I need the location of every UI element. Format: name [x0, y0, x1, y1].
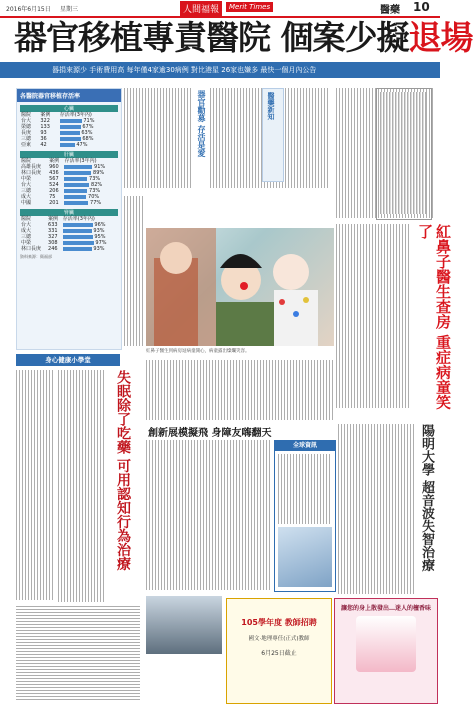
- rate-bar: [60, 143, 75, 147]
- table-row: 台大 524 82%: [21, 182, 103, 188]
- article-organ-side: [124, 196, 144, 346]
- school-ad-date: 6月25日截止: [261, 650, 297, 657]
- table-row: 台大 322 71%: [21, 118, 95, 124]
- table-row: 長庚 93 63%: [21, 130, 93, 136]
- headline-insomnia: 失眠除了吃藥 可用認知行為治療: [115, 370, 131, 571]
- table-row: 三總 327 95%: [21, 234, 106, 240]
- heart-label: 心臟: [20, 105, 118, 112]
- rate-bar: [64, 165, 92, 169]
- photo-caption: 紅鼻子醫生到病房逗病童開心，病童露出燦爛笑容。: [146, 349, 250, 354]
- table-row: 高雄長庚 960 91%: [21, 164, 106, 170]
- rate-bar: [64, 183, 89, 187]
- global-info-title: 全球資訊: [275, 441, 335, 451]
- school-ad-sub: 國文‧地理專任(正式)教師: [248, 636, 310, 642]
- table-row: 三總 206 73%: [21, 188, 101, 194]
- rate-bar: [63, 229, 92, 233]
- masthead: [0, 0, 440, 18]
- column-title-med: 醫藥新知: [267, 92, 276, 120]
- subheadline: 器捐來源少 手術費用高 每年僅4家逾30病例 對比港星 26家也嫌多 最快一個月內公告: [52, 66, 317, 74]
- article-clown-text: [336, 224, 410, 408]
- liver-table: 醫院 案例 存活率(3年內) 高雄長庚 960 91% 林口長庚 436 89% 中榮 567 73% 台大 524 82% 三總 206 73% 成大 75 70% 中國 201 77%: [20, 158, 118, 206]
- headline-main: 器官移植專責醫院 個案少擬: [14, 18, 409, 57]
- table-row: 中榮 308 97%: [21, 240, 107, 246]
- table-row: 三總 36 68%: [21, 136, 94, 142]
- page-number: 10: [413, 0, 430, 14]
- rate-bar: [63, 241, 94, 245]
- table-row: 林口長庚 246 93%: [21, 246, 105, 252]
- headline: [14, 18, 473, 58]
- insomnia-text: [58, 370, 104, 602]
- rate-bar: [64, 201, 88, 205]
- issue-date: 2016年6月15日: [6, 6, 51, 13]
- rate-bar: [63, 247, 92, 251]
- school-ad-title: 105學年度 教師招聘: [241, 618, 317, 627]
- headline-clown-doctor: 紅鼻子醫生查房 重症病童笑了: [416, 224, 452, 410]
- product-ad[interactable]: [334, 598, 438, 704]
- rate-bar: [64, 195, 86, 199]
- table-row: 台大 633 96%: [21, 222, 106, 228]
- heart-section: [20, 105, 118, 148]
- clown-visit-illustration: [146, 228, 334, 346]
- table-row: 成大 331 93%: [21, 228, 105, 234]
- heart-col-hospital: 醫院: [21, 112, 32, 118]
- product-ad-image: [356, 616, 416, 672]
- table-row: 中國 201 77%: [21, 200, 102, 206]
- article-bottom-body: [146, 440, 272, 590]
- rate-bar: [60, 125, 81, 129]
- liver-label: 肝臟: [20, 151, 118, 158]
- product-ad-text: 讓您的身上散發出…迷人的檀香味: [340, 605, 431, 612]
- liver-section: [20, 151, 118, 206]
- rate-bar: [64, 189, 87, 193]
- rate-bar: [60, 119, 82, 123]
- editor-box-text: [380, 92, 426, 214]
- rate-bar: [60, 131, 80, 135]
- global-info-text: [278, 454, 332, 524]
- table-row: 亞東 42 47%: [21, 142, 88, 148]
- global-info-box: [274, 440, 336, 592]
- sidebar-text: [16, 370, 54, 600]
- rate-bar: [60, 137, 81, 141]
- school-ad[interactable]: [226, 598, 332, 704]
- main-photo: [146, 228, 334, 346]
- heart-table: [20, 112, 118, 148]
- rate-bar: [64, 177, 87, 181]
- table-row: 成大 75 70%: [21, 194, 100, 200]
- column-title-org: 器官勸募 存活是愛: [197, 90, 207, 157]
- red-nose-icon: [240, 282, 248, 290]
- section-name: 醫藥: [380, 5, 400, 16]
- kidney-table: 醫院 案例 存活率(3年內) 台大 633 96% 成大 331 93% 三總 327 95% 中榮 308 97% 林口長庚 246 93%: [20, 216, 118, 252]
- kidney-section: [20, 209, 118, 252]
- issue-weekday: 星期三: [60, 6, 79, 13]
- kidney-label: 腎臟: [20, 209, 118, 216]
- bottom-headline: 創新展模擬飛 身障友嗨翻天: [148, 428, 272, 439]
- rate-bar: [63, 235, 93, 239]
- sidebar-heading: 身心健康小學堂: [16, 354, 120, 366]
- bottom-left-text: [16, 606, 140, 702]
- bottom-photo: [146, 596, 222, 654]
- headline-ultrasound: 陽明大學 超音波失智治療: [419, 424, 434, 572]
- global-info-photo: [278, 527, 332, 587]
- stats-source: 資料來源：衛福部: [20, 254, 52, 259]
- table-row: 中榮 567 73%: [21, 176, 101, 182]
- heart-col-rate: 存活率(3年內): [59, 112, 92, 118]
- article-columns-top: [124, 88, 192, 188]
- stats-panel-title: 各醫院器官移植存活率: [17, 89, 121, 102]
- table-row: 林口長庚 436 89%: [21, 170, 105, 176]
- rate-bar: [64, 171, 91, 175]
- article-bottom-center: [146, 360, 334, 420]
- brand-english: Merit Times: [226, 2, 273, 12]
- rate-bar: [63, 223, 93, 227]
- ultrasound-text: [338, 424, 414, 594]
- headline-accent: 退場: [408, 18, 473, 57]
- stats-panel: [16, 88, 122, 350]
- heart-col-cases: 案例: [40, 112, 51, 118]
- table-row: 榮總 133 67%: [21, 124, 94, 130]
- brand-logo: 人間福報: [180, 1, 222, 16]
